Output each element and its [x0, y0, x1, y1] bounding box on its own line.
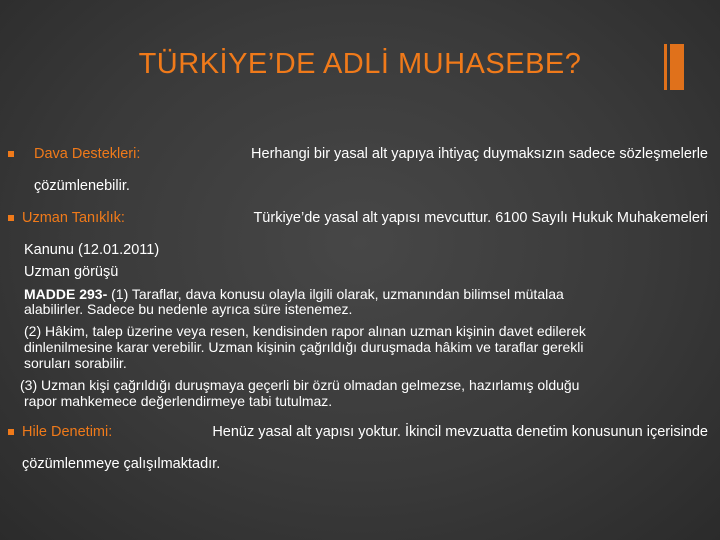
article-text: (1) Taraflar, dava konusu olayla ilgili olarak, uzmanından bilimsel mütalaa — [111, 286, 564, 302]
bullet-2-sub-heading: Uzman görüşü — [24, 264, 119, 280]
article-line-6: (3) Uzman kişi çağrıldığı duruşmaya geçerli bir özrü olmadan gelmezse, hazırlamış olduğu — [20, 377, 580, 393]
article-line-7: rapor mahkemece değerlendirmeye tabi tutulmaz. — [24, 393, 333, 409]
article-line-4: dinlenilmesine karar verebilir. Uzman kişinin çağrıldığı duruşmada hâkim ve taraflar gerekli — [24, 339, 584, 355]
bullet-2-label: Uzman Tanıklık: — [22, 210, 125, 226]
bullet-1-label: Dava Destekleri: — [34, 146, 141, 162]
bullet-3-label: Hile Denetimi: — [22, 424, 113, 440]
bullet-2-line-2: Kanunu (12.01.2011) — [24, 242, 160, 258]
slide-title: TÜRKİYE’DE ADLİ MUHASEBE? — [138, 48, 582, 80]
bullet-3-line-2: çözümlenmeye çalışılmaktadır. — [22, 456, 221, 472]
article-line-3: (2) Hâkim, talep üzerine veya resen, kendisinden rapor alınan uzman kişinin davet edilerek — [24, 323, 586, 339]
article-line-2: alabilirler. Sadece bu nedenle ayrıca süre istenemez. — [24, 301, 353, 317]
article-label: MADDE 293- — [24, 286, 108, 302]
bullet-1-text: Herhangi bir yasal alt yapıya ihtiyaç duymaksızın sadece sözleşmelerle — [251, 146, 708, 162]
bullet-2-text: Türkiye’de yasal alt yapısı mevcuttur. 6100 Sayılı Hukuk Muhakemeleri — [253, 210, 708, 226]
bullet-3-text: Henüz yasal alt yapısı yoktur. İkincil mevzuatta denetim konusunun içerisinde — [212, 424, 708, 440]
bullet-marker — [8, 215, 14, 221]
bullet-marker — [8, 429, 14, 435]
bullet-marker — [8, 151, 14, 157]
article-line-5: soruları sorabilir. — [24, 355, 127, 371]
bullet-1-line-1 — [34, 146, 708, 162]
bullet-1-line-2: çözümlenebilir. — [34, 178, 130, 194]
bullet-2-line-1 — [22, 210, 708, 226]
article-line-1 — [24, 287, 564, 302]
bullet-3-line-1 — [22, 424, 708, 440]
